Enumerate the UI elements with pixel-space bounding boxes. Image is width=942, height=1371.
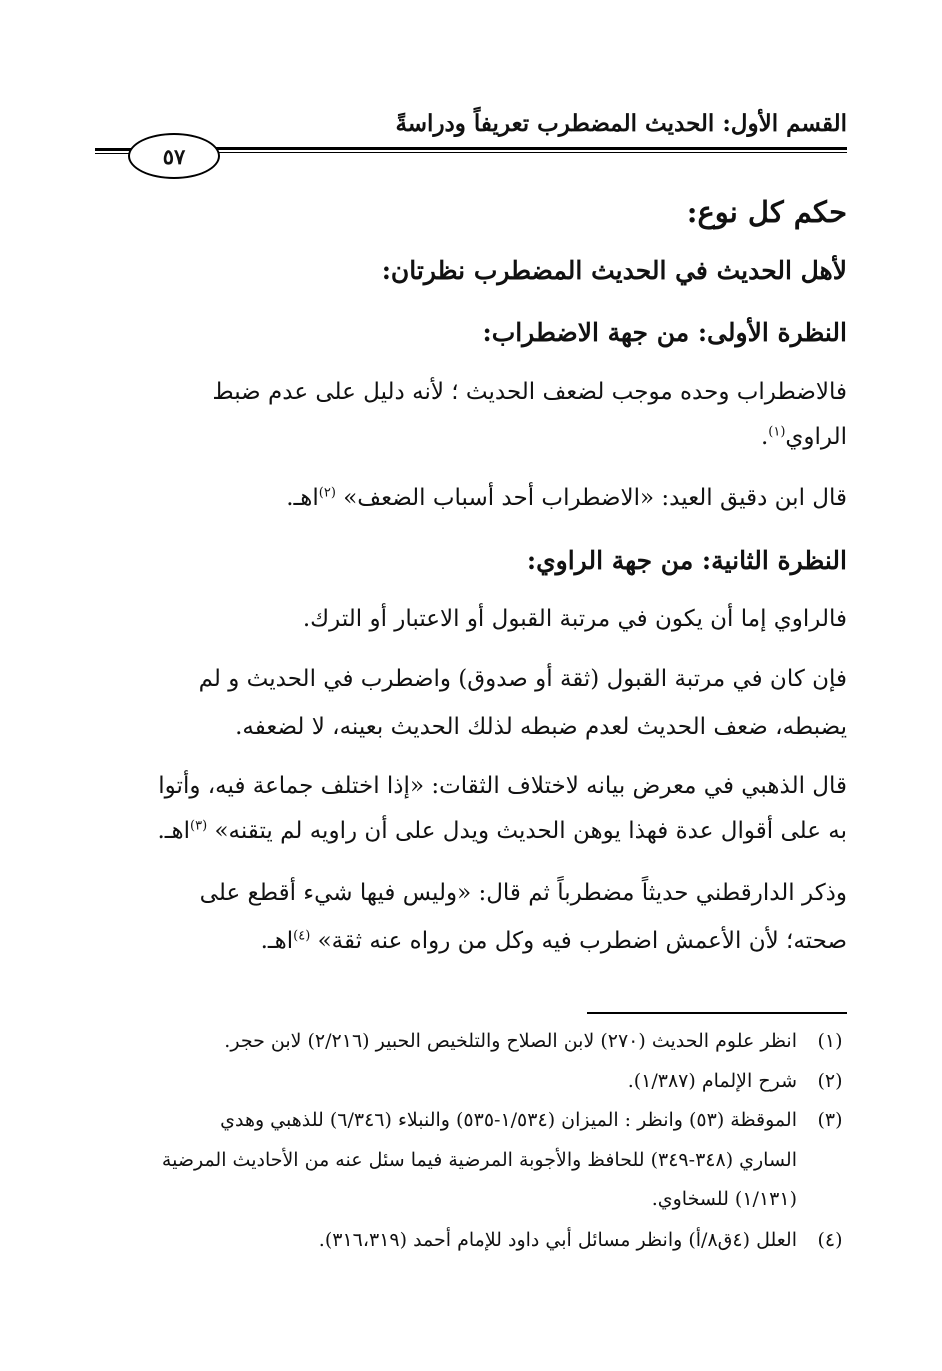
paragraph-6-line-1: وذكر الدارقطني حديثاً مضطرباً ثم قال: «وليس فيها شيء أقطع على — [199, 880, 847, 906]
paragraph-1-end: . — [760, 424, 769, 450]
paragraph-6-line-2 — [261, 928, 847, 954]
footnote-3-line-2: الساري (٣٤٨-٣٤٩) للحافظ والأجوبة المرضية فيما سئل عنه من الأحاديث المرضية — [161, 1149, 797, 1171]
footnote-4-line-1: العلل (٤ق٨/أ) وانظر مسائل أبي داود للإمام أحمد (٣١٦،٣١٩). — [318, 1229, 797, 1251]
footnote-ref-4[interactable]: (٤) — [293, 928, 311, 944]
paragraph-1-text: الراوي — [785, 424, 847, 450]
paragraph-2-text: قال ابن دقيق العيد: «الاضطراب أحد أسباب الضعف» — [343, 485, 847, 511]
paragraph-4-line-1: فإن كان في مرتبة القبول (ثقة أو صدوق) واضطرب في الحديث و لم — [198, 666, 847, 692]
footnote-2-number: (٢) — [817, 1070, 843, 1092]
footnote-1-number: (١) — [817, 1030, 843, 1052]
header-rule-right-thin — [214, 152, 847, 153]
paragraph-5-end: اهـ. — [157, 818, 191, 844]
paragraph-5-line-1: قال الذهبي في معرض بيانه لاختلاف الثقات: «إذا اختلف جماعة فيه، وأتوا — [158, 773, 847, 799]
paragraph-1-line-2 — [761, 424, 847, 450]
footnote-2-line-1: شرح الإلمام (١/٣٨٧). — [627, 1070, 797, 1092]
paragraph-5-text: به على أقوال عدة فهذا يوهن الحديث ويدل على أن راويه لم يتقنه» — [214, 818, 847, 844]
paragraph-6-end: اهـ. — [260, 928, 294, 954]
paragraph-4-line-2: يضبطه، ضعف الحديث لعدم ضبطه لذلك الحديث بعينه، لا لضعفه. — [235, 714, 847, 740]
running-header-title: القسم الأول: الحديث المضطرب تعريفاً ودراسةً — [395, 110, 847, 137]
paragraph-2-end: اهـ. — [286, 485, 319, 511]
header-rule-right — [214, 147, 847, 150]
footnote-separator — [587, 1012, 847, 1014]
footnote-1-line-1: انظر علوم الحديث (٢٧٠) لابن الصلاح والتلخيص الحبير (٢/٢١٦) لابن حجر. — [224, 1030, 797, 1052]
paragraph-3: فالراوي إما أن يكون في مرتبة القبول أو الاعتبار أو الترك. — [302, 606, 847, 632]
footnote-ref-1[interactable]: (١) — [768, 424, 786, 440]
header-rule-left — [95, 148, 131, 151]
footnote-3-line-1: الموقظة (٥٣) وانظر : الميزان (١/٥٣٤-٥٣٥) والنبلاء (٦/٣٤٦) للذهبي وهدي — [220, 1109, 797, 1131]
paragraph-2 — [286, 485, 847, 511]
footnote-4-number: (٤) — [817, 1229, 843, 1251]
section1-heading: النظرة الأولى: من جهة الاضطراب: — [482, 318, 847, 347]
footnote-ref-2[interactable]: (٢) — [318, 485, 336, 501]
paragraph-5-line-2 — [157, 818, 847, 844]
intro-heading: لأهل الحديث في الحديث المضطرب نظرتان: — [381, 256, 847, 285]
section2-heading: النظرة الثانية: من جهة الراوي: — [526, 546, 847, 575]
header-rule-left-thin — [95, 153, 131, 154]
footnote-3-number: (٣) — [817, 1109, 843, 1131]
footnote-3-line-3: (١/١٣١) للسخاوي. — [651, 1188, 797, 1210]
paragraph-6-text: صحته؛ لأن الأعمش اضطرب فيه وكل من رواه عنه ثقة» — [317, 928, 847, 954]
paragraph-1-line-1: فالاضطراب وحده موجب لضعف الحديث ؛ لأنه دليل على عدم ضبط — [212, 379, 847, 405]
page-number: ٥٧ — [128, 133, 220, 179]
footnote-ref-3[interactable]: (٣) — [190, 818, 208, 834]
section-title: حكم كل نوع: — [686, 195, 847, 229]
